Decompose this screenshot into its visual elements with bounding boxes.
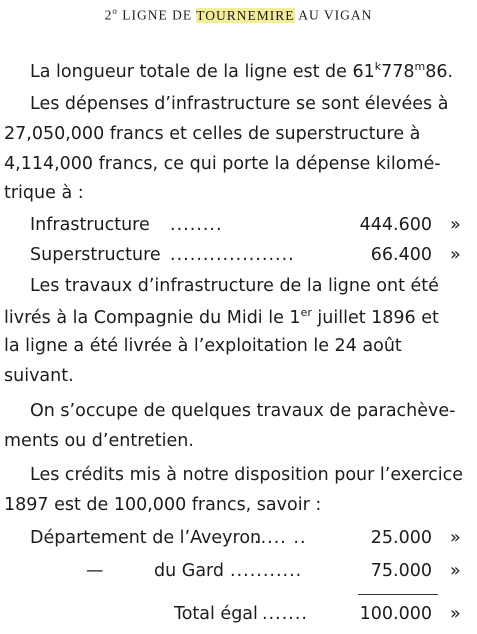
credit-label: du Gard	[154, 561, 225, 581]
total-leader-dots: .......	[262, 604, 308, 624]
paragraph-expenses-line-4: trique à :	[4, 183, 84, 203]
cost-value: 444.600	[359, 215, 432, 235]
credit-ditto-dash: —	[86, 561, 104, 581]
length-end: 86.	[425, 61, 454, 82]
total-label: Total égal	[174, 604, 258, 624]
cost-label: Infrastructure	[30, 215, 150, 235]
works-line-2-after: juillet 1896 et	[311, 307, 439, 328]
paragraph-length	[30, 60, 453, 82]
paragraph-works-line-4: suivant.	[4, 366, 74, 386]
paragraph-expenses-line-3: 4,114,000 francs, ce qui porte la dépense kilomé-	[4, 154, 441, 174]
credit-label: Département de l’Aveyron	[30, 528, 262, 548]
heading-number: 2	[104, 7, 113, 23]
cost-leader-dots: ........	[170, 215, 223, 235]
length-text: La longueur totale de la ligne est de 61	[30, 61, 375, 82]
credit-unit: »	[450, 528, 461, 548]
cost-unit: »	[450, 215, 461, 235]
length-sup-m: m	[414, 60, 426, 73]
cost-value: 66.400	[370, 245, 432, 265]
works-line-2-sup: er	[300, 306, 312, 319]
credit-value: 25.000	[370, 528, 432, 548]
paragraph-credits-line-1: Les crédits mis à notre disposition pour l’exercice	[30, 465, 464, 485]
total-unit: »	[450, 604, 461, 624]
cost-label: Superstructure	[30, 245, 161, 265]
heading-highlight: TOURNEMIRE	[196, 7, 295, 23]
length-sup-k: k	[374, 60, 382, 73]
cost-unit: »	[450, 245, 461, 265]
cost-leader-dots: ...................	[170, 245, 295, 265]
paragraph-maintenance-line-2: ments ou d’entretien.	[4, 431, 194, 451]
credit-leader-dots: ..... ..	[254, 528, 307, 548]
paragraph-maintenance-line-1: On s’occupe de quelques travaux de parachève-	[30, 401, 456, 421]
paragraph-works-line-1: Les travaux d’infrastructure de la ligne ont été	[30, 276, 439, 296]
heading-before: LIGNE DE	[122, 7, 197, 23]
paragraph-works-line-2	[4, 306, 439, 328]
paragraph-works-line-3: la ligne a été livrée à l’exploitation le 24 août	[4, 336, 402, 356]
works-line-2-before: livrés à la Compagnie du Midi le 1	[4, 307, 301, 328]
paragraph-expenses-line-2: 27,050,000 francs et celles de superstructure à	[4, 124, 421, 144]
running-heading	[0, 6, 477, 24]
heading-after: AU VIGAN	[294, 7, 373, 23]
credit-leader-dots: ...........	[230, 561, 303, 581]
credit-value: 75.000	[370, 561, 432, 581]
total-value: 100.000	[359, 604, 432, 624]
credit-unit: »	[450, 561, 461, 581]
total-rule	[358, 594, 438, 595]
paragraph-expenses-line-1: Les dépenses d’infrastructure se sont élevées à	[30, 94, 449, 114]
heading-number-sup: o	[112, 6, 118, 16]
paragraph-credits-line-2: 1897 est de 100,000 francs, savoir :	[4, 495, 322, 515]
length-mid: 778	[381, 61, 415, 82]
